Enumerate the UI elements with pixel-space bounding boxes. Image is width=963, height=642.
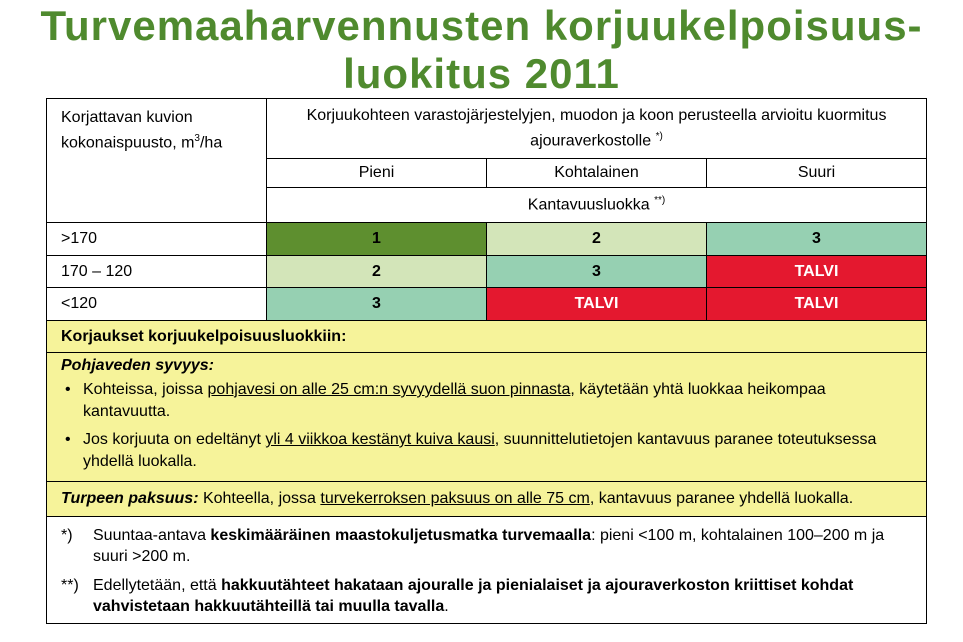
title-line-1: Turvemaaharvennusten korjuukelpoisuus- — [40, 2, 923, 49]
footnote-mark: *) — [61, 527, 73, 544]
list-item — [83, 379, 912, 423]
item-text: Kohteissa, joissa — [83, 381, 208, 398]
peat-text: , kantavuus paranee yhdellä luokalla. — [589, 490, 854, 507]
class-cell: 3 — [707, 223, 927, 256]
row-header — [47, 99, 267, 223]
footnotes — [47, 517, 927, 624]
column-header-text: Korjuukohteen varastojärjestelyjen, muodon ja koon perusteella arvioitu kuormitus ajouraverkostolle — [306, 107, 887, 150]
load-level-moderate: Kohtalainen — [487, 159, 707, 188]
item-underlined: yli 4 viikkoa kestänyt kuiva kausi — [265, 431, 495, 448]
groundwater-section — [47, 353, 927, 482]
footnote-bold: hakkuutähteet hakataan ajouralle ja pienialaiset ja ajouraverkoston kriittiset kohdat vahvistetaan hakkuutähteillä tai muulla tavalla — [93, 577, 854, 615]
class-cell: 3 — [487, 256, 707, 288]
footnote — [61, 525, 912, 567]
column-header — [267, 99, 927, 159]
class-cell: 2 — [267, 256, 487, 288]
classification-table — [46, 98, 927, 624]
peat-heading: Turpeen paksuus: — [61, 490, 199, 507]
item-underlined: pohjavesi on alle 25 cm:n syvyydellä suon pinnasta — [207, 381, 571, 398]
corrections-heading: Korjaukset korjuukelpoisuusluokkiin: — [47, 321, 927, 353]
class-cell: 1 — [267, 223, 487, 256]
row-label: 170 – 120 — [47, 256, 267, 288]
bearing-class-mark: **) — [654, 195, 666, 207]
class-cell: TALVI — [707, 256, 927, 288]
item-text: , käytetään yhtä luokkaa heikompaa kantavuutta. — [83, 381, 826, 420]
footnote-mark: **) — [61, 577, 79, 594]
bearing-class-label: Kantavuusluokka — [527, 196, 650, 214]
footnote-text: Edellytetään, että — [93, 577, 222, 594]
footnote-text: . — [444, 598, 449, 615]
class-cell: TALVI — [487, 288, 707, 321]
list-item — [83, 429, 912, 473]
item-text: Jos korjuuta on edeltänyt — [83, 431, 266, 448]
table-row — [47, 256, 927, 288]
groundwater-heading: Pohjaveden syvyys: — [61, 357, 214, 374]
item-text: , suunnittelutietojen kantavuus paranee toteutuksessa yhdellä luokalla. — [83, 431, 877, 470]
footnote-text: : pieni <100 m, kohtalainen 100–200 m ja suuri >200 m. — [93, 527, 885, 565]
row-header-sup: 3 — [194, 133, 200, 144]
groundwater-list — [61, 379, 912, 473]
row-header-unit: /ha — [199, 134, 223, 152]
row-label: >170 — [47, 223, 267, 256]
footnote — [61, 575, 912, 617]
table-row — [47, 223, 927, 256]
load-level-small: Pieni — [267, 159, 487, 188]
load-level-large: Suuri — [707, 159, 927, 188]
class-cell: TALVI — [707, 288, 927, 321]
class-cell: 3 — [267, 288, 487, 321]
peat-section — [47, 482, 927, 517]
bearing-class-header — [267, 188, 927, 223]
page-title — [0, 2, 963, 98]
footnote-bold: keskimääräinen maastokuljetusmatka turvemaalla — [210, 527, 592, 544]
row-header-text: Korjattavan kuvion kokonaispuusto, m — [61, 109, 195, 152]
class-cell: 2 — [487, 223, 707, 256]
table-row — [47, 288, 927, 321]
row-label: <120 — [47, 288, 267, 321]
peat-text: Kohteella, jossa — [198, 490, 321, 507]
title-line-2: luokitus 2011 — [343, 50, 620, 97]
footnote-text: Suuntaa-antava — [93, 527, 211, 544]
peat-underlined: turvekerroksen paksuus on alle 75 cm — [320, 490, 590, 507]
column-header-mark: *) — [655, 131, 663, 143]
